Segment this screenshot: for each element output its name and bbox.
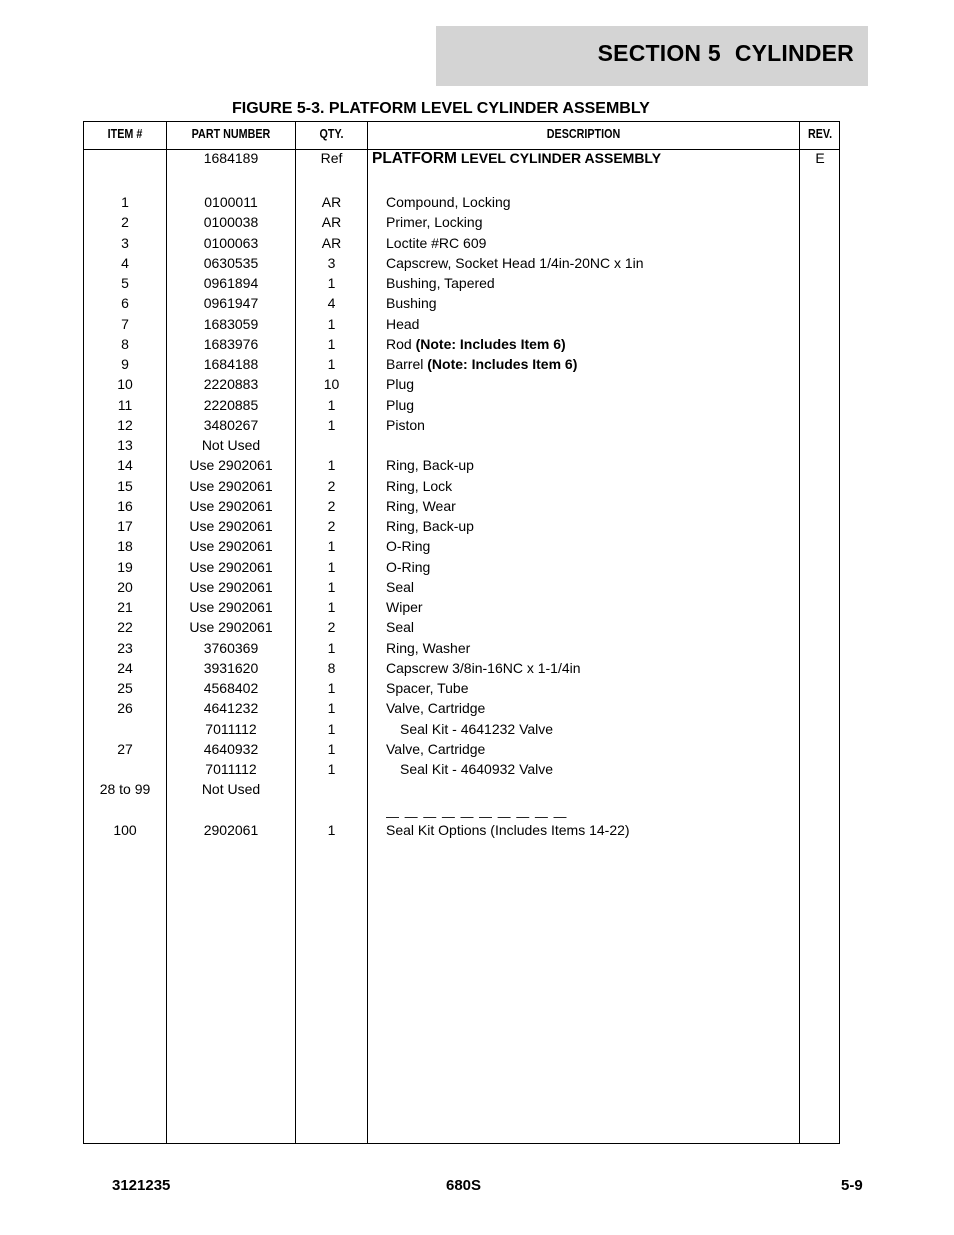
item-number: 2 — [121, 214, 129, 231]
item-number: 12 — [117, 416, 133, 433]
quantity: 1 — [327, 578, 336, 595]
item-number: 22 — [117, 619, 133, 636]
footer-page-number: 5-9 — [841, 1177, 863, 1194]
item-number: 20 — [117, 578, 133, 595]
part-number: Use 2902061 — [189, 538, 273, 555]
quantity: 2 — [327, 619, 336, 636]
item-number: 14 — [117, 457, 133, 474]
description — [386, 536, 430, 556]
description — [386, 557, 430, 577]
part-number: 0630535 — [203, 254, 259, 271]
separator-dashes: — — — — — — — — — — — [386, 809, 568, 824]
section-label: SECTION 5 — [597, 40, 721, 66]
description — [386, 516, 474, 536]
part-number: 3760369 — [203, 639, 259, 656]
item-number: 13 — [117, 437, 133, 453]
part-number: Use 2902061 — [189, 457, 273, 474]
description — [386, 415, 425, 435]
assembly-part-number: 1684189 — [203, 150, 259, 166]
part-number: 7011112 — [205, 720, 257, 737]
description-text: Capscrew 3/8in-16NC x 1-1/4in — [386, 659, 581, 676]
description — [386, 314, 419, 334]
description-text: Valve, Cartridge — [386, 740, 486, 757]
item-number: 21 — [117, 599, 133, 615]
description — [400, 759, 553, 779]
quantity: 2 — [327, 477, 336, 494]
quantity: 2 — [327, 518, 336, 534]
description — [386, 334, 566, 354]
part-number: Use 2902061 — [189, 619, 273, 636]
column-divider — [367, 122, 368, 1143]
item-number: 25 — [117, 680, 133, 696]
item-number: 16 — [117, 497, 133, 514]
part-number: 3480267 — [203, 416, 259, 433]
column-header-qty: QTY. — [319, 127, 344, 141]
item-number: 19 — [117, 558, 133, 575]
quantity: 1 — [327, 275, 336, 291]
item-number: 10 — [117, 376, 133, 393]
description-text: Seal Kit - 4641232 Valve — [400, 720, 554, 737]
item-number: 24 — [117, 659, 133, 676]
part-number: 2220885 — [203, 396, 259, 413]
description-text: Loctite #RC 609 — [386, 234, 487, 251]
description-text: Bushing, Tapered — [386, 275, 495, 291]
part-number: 2220883 — [203, 376, 259, 393]
part-number: 0961947 — [203, 295, 259, 312]
quantity: 1 — [327, 315, 336, 332]
part-number: Not Used — [201, 781, 261, 798]
description — [386, 293, 437, 313]
item-number: 5 — [121, 275, 129, 291]
description — [386, 273, 495, 293]
item-number: 6 — [121, 295, 129, 312]
quantity: 1 — [327, 356, 336, 372]
part-number: 4641232 — [203, 700, 259, 717]
item-number: 1 — [121, 194, 129, 210]
column-header-rev: REV. — [807, 127, 833, 141]
description-text: Piston — [386, 416, 425, 433]
description — [386, 374, 414, 394]
description-text: Primer, Locking — [386, 214, 483, 231]
description — [386, 354, 577, 374]
description-text: Ring, Wear — [386, 497, 456, 514]
description-text: Plug — [386, 376, 415, 393]
column-header-part-number: PART NUMBER — [191, 127, 271, 141]
part-number: Use 2902061 — [189, 518, 273, 534]
part-number: 1684188 — [203, 356, 259, 372]
description-text: Compound, Locking — [386, 194, 511, 210]
item-number: 8 — [121, 335, 129, 352]
item-number: 7 — [121, 315, 129, 332]
assembly-description — [372, 148, 661, 169]
description — [386, 476, 452, 496]
quantity: AR — [321, 194, 342, 210]
description-text: Seal Kit - 4640932 Valve — [400, 761, 554, 777]
item-number: 4 — [121, 254, 129, 271]
column-divider — [799, 122, 800, 1143]
description-text: Seal — [386, 578, 415, 595]
part-number: 4640932 — [203, 740, 259, 757]
parts-table — [83, 121, 840, 1144]
part-number: 2902061 — [203, 822, 259, 838]
description — [386, 739, 485, 759]
description-text: Ring, Lock — [386, 477, 453, 494]
quantity: 1 — [327, 396, 336, 413]
description — [386, 233, 486, 253]
quantity: 8 — [327, 659, 336, 676]
description — [386, 253, 644, 273]
footer-model: 680S — [446, 1177, 482, 1194]
column-header-item: ITEM # — [107, 127, 143, 141]
description-note: (Note: Includes Item 6) — [427, 356, 578, 372]
description — [386, 455, 474, 475]
description-text: O-Ring — [386, 538, 431, 555]
description — [386, 192, 511, 212]
description-text: Capscrew, Socket Head 1/4in-20NC x 1in — [386, 254, 644, 271]
description-text: Valve, Cartridge — [386, 700, 486, 717]
quantity: 1 — [327, 680, 336, 696]
part-number: 1683976 — [203, 335, 259, 352]
part-number: 1683059 — [203, 315, 259, 332]
quantity: 4 — [327, 295, 336, 312]
description — [386, 212, 482, 232]
description-text: Barrel — [386, 356, 424, 372]
section-name: CYLINDER — [734, 40, 854, 66]
description-text: Bushing — [386, 295, 437, 312]
item-number: 26 — [117, 700, 133, 717]
section-title — [598, 40, 854, 67]
figure-title: FIGURE 5-3. PLATFORM LEVEL CYLINDER ASSEMBLY — [232, 100, 650, 117]
quantity: AR — [321, 234, 342, 251]
assembly-description-rest: LEVEL CYLINDER ASSEMBLY — [460, 150, 662, 166]
description-text: Head — [386, 315, 420, 332]
item-number: 18 — [117, 538, 133, 555]
description-text: Plug — [386, 396, 415, 413]
quantity: 1 — [327, 457, 336, 474]
description-text: Spacer, Tube — [386, 680, 469, 696]
description-note: (Note: Includes Item 6) — [415, 335, 566, 352]
quantity: AR — [321, 214, 342, 231]
assembly-qty: Ref — [320, 150, 343, 166]
description: Seal Kit Options (Includes Items 14-22) — [386, 822, 630, 838]
section-header-banner — [436, 26, 868, 86]
description-text: Ring, Washer — [386, 639, 471, 656]
description — [386, 617, 414, 637]
description-text: O-Ring — [386, 558, 431, 575]
description-text: Wiper — [386, 599, 423, 615]
part-number: 7011112 — [205, 761, 257, 777]
quantity: 1 — [327, 822, 336, 838]
description — [386, 678, 469, 698]
part-number: 0961894 — [203, 275, 259, 291]
description-text: Ring, Back-up — [386, 457, 474, 474]
item-number: 100 — [113, 822, 137, 838]
quantity: 1 — [327, 720, 336, 737]
item-number: 28 to 99 — [99, 781, 151, 798]
description — [386, 577, 414, 597]
quantity: 1 — [327, 558, 336, 575]
item-number: 9 — [121, 356, 129, 372]
part-number: Use 2902061 — [189, 578, 273, 595]
description-text: Seal — [386, 619, 415, 636]
quantity: 1 — [327, 538, 336, 555]
quantity: 10 — [323, 376, 340, 393]
quantity: 1 — [327, 639, 336, 656]
footer-doc-number: 3121235 — [112, 1177, 171, 1194]
quantity: 1 — [327, 416, 336, 433]
part-number: 0100063 — [203, 234, 259, 251]
quantity: 1 — [327, 700, 336, 717]
part-number: Use 2902061 — [189, 477, 273, 494]
description — [386, 658, 581, 678]
part-number: 0100038 — [203, 214, 259, 231]
description — [386, 698, 485, 718]
part-number: 3931620 — [203, 659, 259, 676]
item-number: 17 — [117, 518, 133, 534]
quantity: 1 — [327, 599, 336, 615]
part-number: 4568402 — [203, 680, 259, 696]
part-number: Use 2902061 — [189, 599, 273, 615]
quantity: 3 — [327, 254, 336, 271]
item-number: 23 — [117, 639, 133, 656]
assembly-description-first: PLATFORM — [372, 150, 457, 167]
assembly-rev: E — [815, 150, 825, 166]
quantity: 1 — [327, 740, 336, 757]
description — [400, 719, 553, 739]
part-number: 0100011 — [204, 194, 258, 210]
description-text: Ring, Back-up — [386, 518, 474, 534]
column-header-description: DESCRIPTION — [546, 127, 621, 141]
part-number: Use 2902061 — [189, 497, 273, 514]
quantity: 2 — [327, 497, 336, 514]
part-number: Not Used — [201, 437, 261, 453]
description — [386, 638, 470, 658]
description — [386, 395, 414, 415]
description-text: Rod — [386, 335, 412, 352]
description — [386, 496, 456, 516]
item-number: 15 — [117, 477, 133, 494]
item-number: 3 — [121, 234, 129, 251]
quantity: 1 — [327, 761, 336, 777]
item-number: 11 — [117, 396, 133, 413]
description — [386, 597, 423, 617]
item-number: 27 — [117, 740, 133, 757]
quantity: 1 — [327, 335, 336, 352]
part-number: Use 2902061 — [189, 558, 273, 575]
